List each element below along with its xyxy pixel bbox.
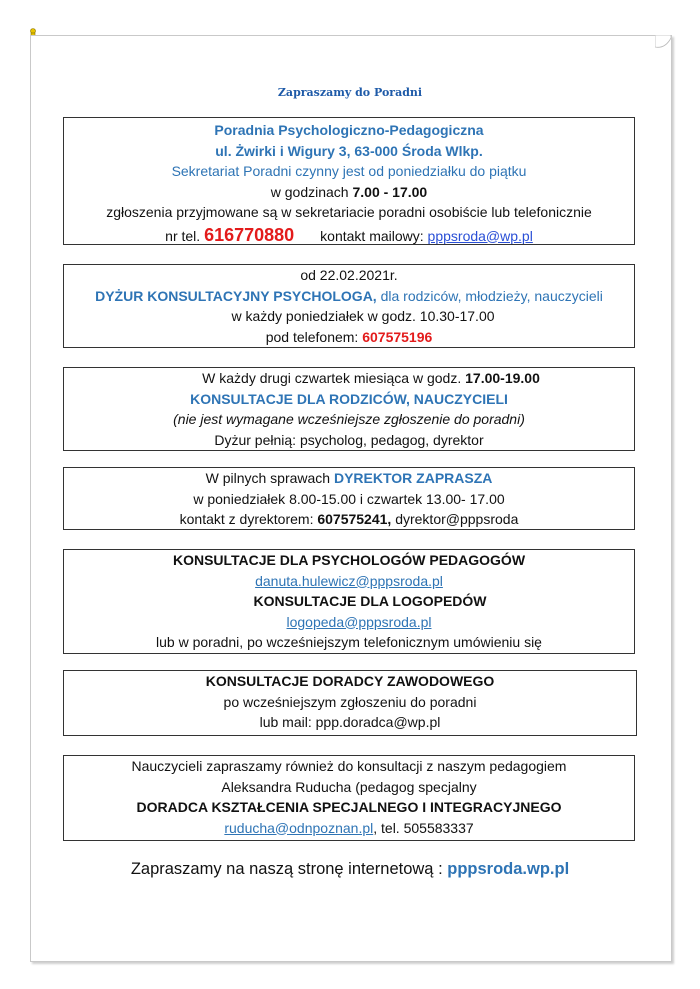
duty-title-line: DYŻUR KONSULTACYJNY PSYCHOLOGA, dla rodziców, młodzieży, nauczycieli xyxy=(95,287,603,304)
applications-info: zgłoszenia przyjmowane są w sekretariacie poradni osobiście lub telefonicznie xyxy=(106,204,592,220)
clinic-phone[interactable]: 616770880 xyxy=(204,224,295,245)
director-intro: W pilnych sprawach DYREKTOR ZAPRASZA xyxy=(205,470,493,486)
speech-therapists-title: KONSULTACJE DLA LOGOPEDÓW xyxy=(253,593,487,609)
office-hours: w godzinach 7.00 - 17.00 xyxy=(270,183,428,200)
consultation-schedule: W każdy drugi czwartek miesiąca w godz. 17.00-19.00 xyxy=(202,370,540,386)
career-counselor-box xyxy=(63,670,637,736)
career-line3: lub mail: ppp.doradca@wp.pl xyxy=(259,714,441,730)
special-education-title: DORADCA KSZTAŁCENIA SPECJALNEGO I INTEGRACYJNEGO xyxy=(136,799,562,815)
teachers-invitation: Nauczycieli zapraszamy również do konsultacji z naszym pedagogiem xyxy=(131,758,567,774)
secretariat-info: Sekretariat Poradni czynny jest od poniedziałku do piątku xyxy=(171,163,527,179)
duty-date: od 22.02.2021r. xyxy=(300,267,398,283)
speech-therapists-email-link[interactable]: logopeda@pppsroda.pl xyxy=(286,613,432,630)
website-footer: Zapraszamy na naszą stronę internetową : pppsroda.wp.pl xyxy=(130,860,570,878)
clinic-email-link[interactable]: pppsroda@wp.pl xyxy=(427,227,533,244)
specialist-note: lub w poradni, po wcześniejszym telefonicznym umówieniu się xyxy=(156,634,542,650)
clinic-name: Poradnia Psychologiczno-Pedagogiczna xyxy=(214,122,484,138)
psychologist-duty-box xyxy=(63,264,635,348)
director-email[interactable]: dyrektor@pppsroda xyxy=(391,511,519,527)
page-title: Zapraszamy do Poradni xyxy=(277,86,423,99)
educator-phone: , tel. 505583337 xyxy=(373,819,474,836)
psychologists-email-link[interactable]: danuta.hulewicz@pppsroda.pl xyxy=(255,572,443,589)
director-schedule: w poniedziałek 8.00-15.00 i czwartek 13.00- 17.00 xyxy=(193,490,505,507)
educator-name: Aleksandra Ruducha (pedagog specjalny xyxy=(221,778,477,795)
specialist-consultation-box xyxy=(63,549,635,654)
page-curl-icon xyxy=(655,35,671,49)
clinic-address: ul. Żwirki i Wigury 3, 63-000 Środa Wlkp. xyxy=(215,142,483,159)
director-contact: kontakt z dyrektorem: 607575241, dyrektor@pppsroda xyxy=(179,511,519,527)
website-link[interactable]: pppsroda.wp.pl xyxy=(447,860,570,878)
contact-info-box xyxy=(63,117,635,245)
director-phone[interactable]: 607575241, xyxy=(317,511,392,527)
special-education-box xyxy=(63,755,635,841)
duty-schedule: w każdy poniedziałek w godz. 10.30-17.00 xyxy=(231,308,495,324)
career-title: KONSULTACJE DORADCY ZAWODOWEGO xyxy=(205,673,495,689)
educator-email-link[interactable]: ruducha@odnpoznan.pl xyxy=(224,819,374,836)
career-line2: po wcześniejszym zgłoszeniu do poradni xyxy=(223,693,477,710)
consultation-staff: Dyżur pełnią: psycholog, pedagog, dyrektor xyxy=(214,431,484,448)
consultation-note: (nie jest wymagane wcześniejsze zgłoszenie do poradni) xyxy=(173,411,525,427)
duty-phone[interactable]: 607575196 xyxy=(362,328,433,345)
psychologists-title: KONSULTACJE DLA PSYCHOLOGÓW PEDAGOGÓW xyxy=(172,552,526,568)
director-box xyxy=(63,467,635,530)
parents-consultation-box xyxy=(63,367,635,451)
phone-email-line: nr tel. 616770880 kontakt mailowy: pppsroda@wp.pl xyxy=(165,224,533,245)
consultation-title: KONSULTACJE DLA RODZICÓW, NAUCZYCIELI xyxy=(190,390,508,407)
duty-phone-line: pod telefonem: 607575196 xyxy=(265,328,433,345)
